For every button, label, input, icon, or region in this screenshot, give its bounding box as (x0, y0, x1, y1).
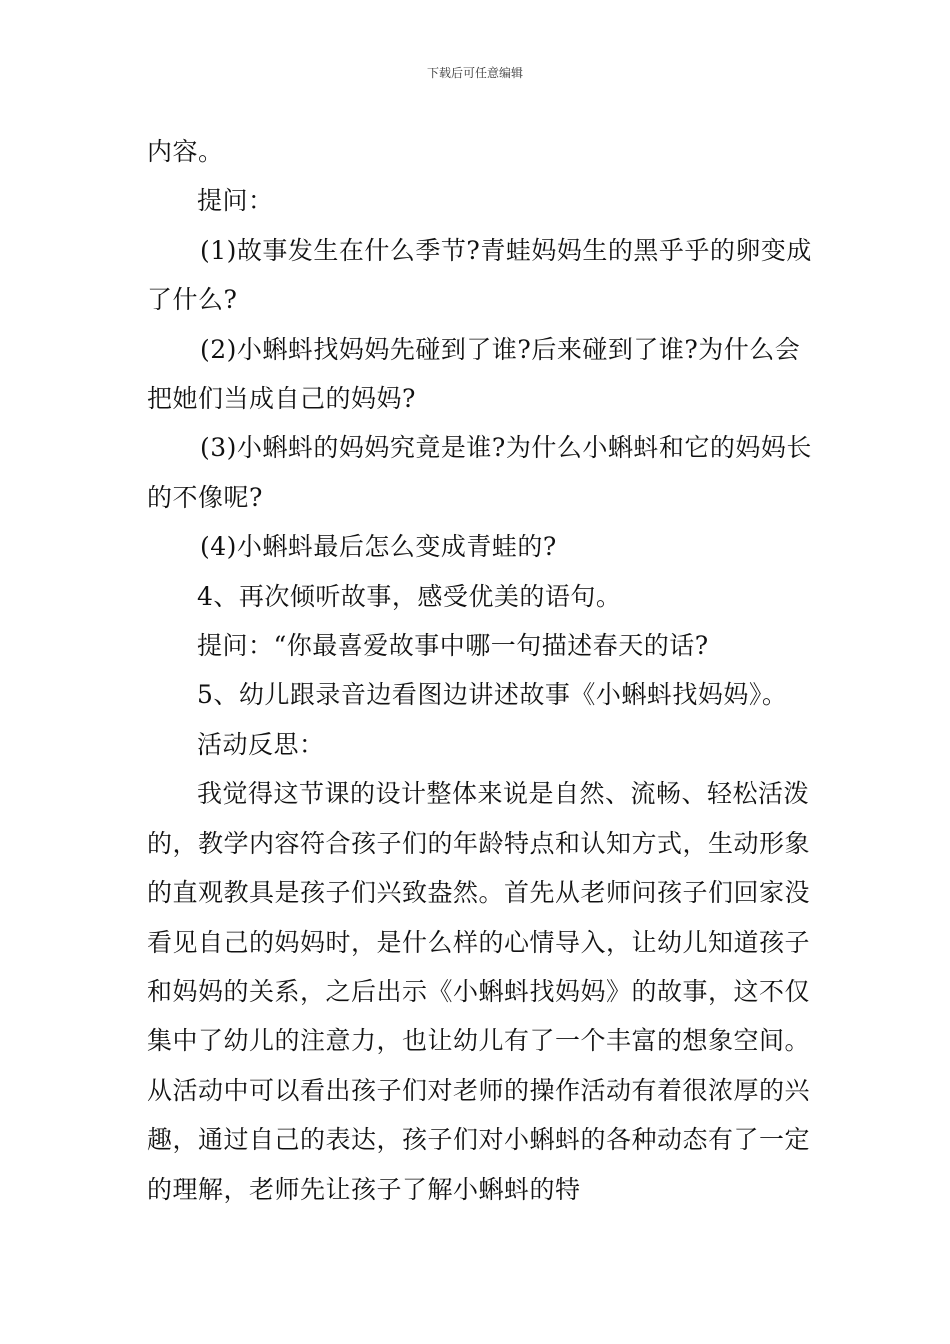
paragraph-question-2: (2)小蝌蚪找妈妈先碰到了谁?后来碰到了谁?为什么会把她们当成自己的妈妈? (147, 334, 801, 414)
paragraph-question-1: (1)故事发生在什么季节?青蛙妈妈生的黑乎乎的卵变成了什么? (147, 235, 812, 315)
paragraph-step-5: 5、幼儿跟录音边看图边讲述故事《小蝌蚪找妈妈》。 (197, 680, 788, 710)
paragraph-step-4-question: 提问：“你最喜爱故事中哪一句描述春天的话? (197, 631, 709, 661)
paragraph-reflection-heading: 活动反思： (197, 729, 325, 759)
document-body (147, 127, 812, 1214)
paragraph-question-4: (4)小蝌蚪最后怎么变成青蛙的? (200, 532, 557, 562)
paragraph-question-heading: 提问： (197, 186, 274, 216)
page-header-note: 下载后可任意编辑 (426, 66, 523, 80)
paragraph-continuation: 内容。 (147, 137, 224, 166)
paragraph-reflection-body: 我觉得这节课的设计整体来说是自然、流畅、轻松活泼的，教学内容符合孩子们的年龄特点和认知方式，生动形象的直观教具是孩子们兴致盎然。首先从老师问孩子们回家没看见自己的妈妈时，是什么样的心情导入，让幼儿知道孩子和妈妈的关系，之后出示《小蝌蚪找妈妈》的故事，这不仅集中了幼儿的注意力，也让幼儿有了一个丰富的想象空间。从活动中可以看出孩子们对老师的操作活动有着很浓厚的兴趣，通过自己的表达，孩子们对小蝌蚪的各种动态有了一定的理解，老师先让孩子了解小蝌蚪的特 (147, 779, 811, 1204)
paragraph-step-4: 4、再次倾听故事，感受优美的语句。 (197, 581, 622, 611)
paragraph-question-3: (3)小蝌蚪的妈妈究竟是谁?为什么小蝌蚪和它的妈妈长的不像呢? (147, 433, 812, 512)
